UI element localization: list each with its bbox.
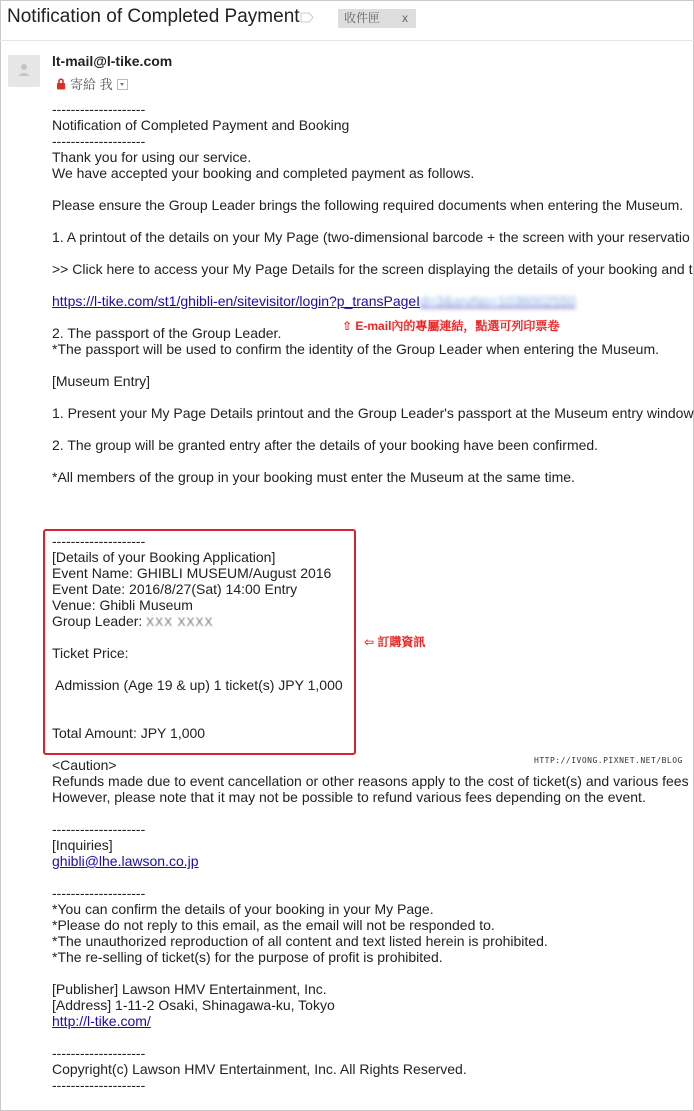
booking-annotation: ⇦ 訂購資訊 [364,635,426,649]
inquiries-email-link[interactable]: ghibli@lhe.lawson.co.jp [52,853,199,869]
entry-step-1: 1. Present your My Page Details printout and the Group Leader's passport at the Museum entry window [52,405,694,421]
museum-entry-heading: [Museum Entry] [52,373,151,389]
header-divider [0,40,694,41]
sender-avatar[interactable] [8,55,40,87]
refund-line-2: However, please note that it may not be possible to refund various fees depending on the event. [52,789,646,805]
thanks-line: Thank you for using our service. [52,149,252,165]
person-icon [8,55,40,87]
email-heading: Notification of Completed Payment and Booking [52,117,350,133]
total-amount: Total Amount: JPY 1,000 [52,725,206,741]
required-docs-line: Please ensure the Group Leader brings the following required documents when entering the Museum. [52,197,684,213]
my-page-link-text: https://l-tike.com/st1/ghibli-en/sitevisitor/login?p_transPageI [52,293,421,309]
lock-icon [56,78,66,90]
inbox-label-chip[interactable] [338,9,416,28]
separator-line: -------------------- [52,1045,146,1061]
booking-details-heading: [Details of your Booking Application] [52,549,276,565]
separator-line: -------------------- [52,1077,146,1093]
to-me-label: 寄給 我 [70,77,113,92]
details-dropdown-icon[interactable] [117,79,128,90]
sender-address[interactable]: lt-mail@l-tike.com [52,53,173,69]
entry-step-2: 2. The group will be granted entry after the details of your booking have been confirmed. [52,437,599,453]
refund-line-1: Refunds made due to event cancellation or other reasons apply to the cost of ticket(s) and various fees [52,773,689,789]
reproduction-note: *The unauthorized reproduction of all content and text listed herein is prohibited. [52,933,548,949]
group-leader-name-masked: XXX XXXX [146,615,214,629]
email-subject: Notification of Completed Payment [7,6,300,27]
group-leader-label: Group Leader: [52,613,147,629]
doc-item-1: 1. A printout of the details on your My Page (two-dimensional barcode + the screen with your reservatio [52,229,690,245]
subject-bar [0,0,694,38]
venue: Venue: Ghibli Museum [52,597,193,613]
resell-note: *The re-selling of ticket(s) for the purpose of profit is prohibited. [52,949,443,965]
event-name: Event Name: GHIBLI MUSEUM/August 2016 [52,565,332,581]
remove-label-button[interactable]: x [402,11,409,25]
doc-item-2: 2. The passport of the Group Leader. [52,325,282,341]
entry-group-note: *All members of the group in your booking must enter the Museum at the same time. [52,469,575,485]
caution-heading: <Caution> [52,757,117,773]
separator-line: -------------------- [52,101,146,117]
no-reply-note: *Please do not reply to this email, as the email will not be responded to. [52,917,495,933]
separator-line: -------------------- [52,533,146,549]
my-page-link-redacted: d=3&srvNo=1036002550 [420,293,576,309]
separator-line: -------------------- [52,821,146,837]
my-page-link[interactable] [52,293,576,309]
confirm-note: *You can confirm the details of your booking in your My Page. [52,901,434,917]
my-page-instruction: >> Click here to access your My Page Details for the screen displaying the details of your booking and t [52,261,693,277]
copyright-line: Copyright(c) Lawson HMV Entertainment, Inc. All Rights Reserved. [52,1061,467,1077]
link-annotation: ⇧ E-mail內的專屬連結，點選可列印票卷 [342,319,560,333]
inquiries-heading: [Inquiries] [52,837,113,853]
recipient-line [56,74,128,93]
address-line: [Address] 1-11-2 Osaki, Shinagawa-ku, Tokyo [52,997,335,1013]
inbox-label-text: 收件匣 [344,11,381,25]
booking-details-highlight [43,529,356,755]
event-date: Event Date: 2016/8/27(Sat) 14:00 Entry [52,581,298,597]
separator-line: -------------------- [52,885,146,901]
site-link[interactable]: http://l-tike.com/ [52,1013,151,1029]
blog-watermark: HTTP://IVONG.PIXNET.NET/BLOG [534,756,683,765]
publisher-line: [Publisher] Lawson HMV Entertainment, Inc. [52,981,327,997]
separator-line: -------------------- [52,133,146,149]
passport-note: *The passport will be used to confirm the identity of the Group Leader when entering the Museum. [52,341,660,357]
ticket-price-label: Ticket Price: [52,645,129,661]
admission-line: Admission (Age 19 & up) 1 ticket(s) JPY 1,000 [55,677,343,693]
accepted-line: We have accepted your booking and completed payment as follows. [52,165,475,181]
important-marker-icon[interactable] [300,12,314,23]
